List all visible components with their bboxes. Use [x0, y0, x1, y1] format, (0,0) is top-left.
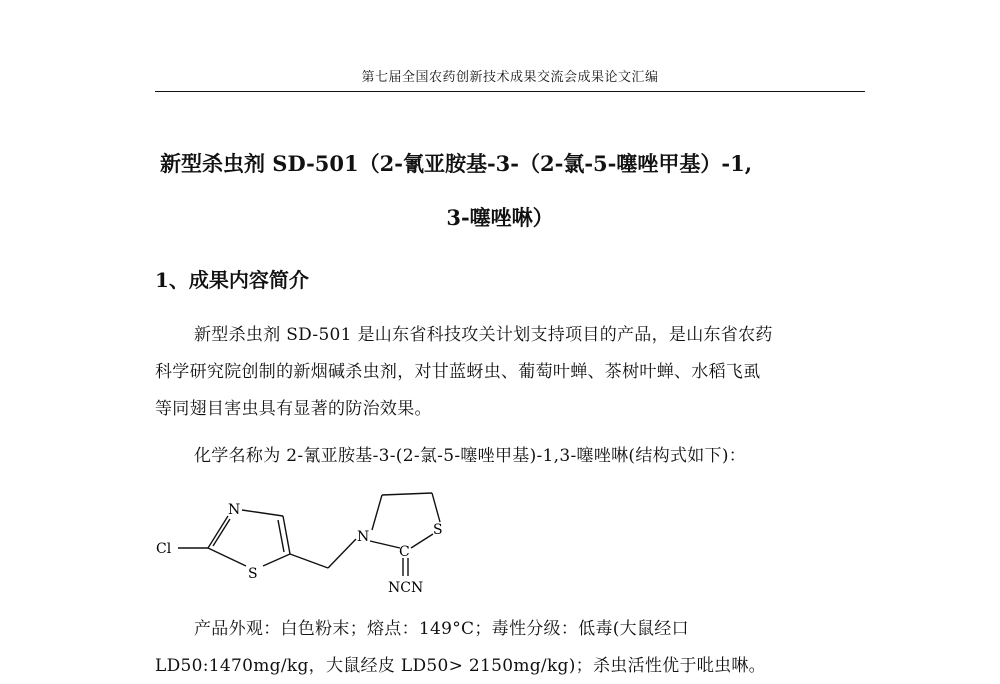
bond-c2-n3-double: [213, 519, 230, 546]
atom-cl: Cl: [156, 541, 172, 557]
bond-s-c2: [411, 534, 433, 548]
atom-c-ring2: C: [399, 544, 410, 560]
bond-ch2b-s: [432, 493, 440, 522]
header-rule: [155, 91, 865, 92]
bond-n-c2: [370, 541, 400, 548]
bond-ch2a-ch2b: [382, 493, 432, 495]
paragraph-1-line-3: 等同翅目害虫具有显著的防治效果。: [155, 399, 432, 419]
paragraph-3-line-1: 产品外观：白色粉末；熔点：149°C；毒性分级：低毒(大鼠经口: [194, 619, 689, 639]
bond-c4-c5-double: [278, 520, 284, 552]
paragraph-2: 化学名称为 2-氰亚胺基-3-(2-氯-5-噻唑甲基)-1,3-噻唑啉(结构式如下)：: [194, 446, 747, 466]
bond-c2-n3: [208, 516, 228, 548]
bond-s1-c2: [208, 548, 246, 566]
running-header: 第七届全国农药创新技术成果交流会成果论文汇编: [361, 70, 659, 85]
atom-n-ring1: N: [228, 502, 241, 518]
bond-n3-c4: [242, 510, 283, 516]
paragraph-1-line-1: 新型杀虫剂 SD-501 是山东省科技攻关计划支持项目的产品，是山东省农药: [194, 325, 773, 345]
bond-c4-c5: [283, 516, 290, 554]
section-heading: 1、成果内容简介: [155, 268, 309, 292]
bond-c5-ch2: [290, 554, 328, 568]
bond-n-ch2a: [372, 495, 382, 530]
paper-title-line-1: 新型杀虫剂 SD-501（2-氰亚胺基-3-（2-氯-5-噻唑甲基）-1,: [160, 151, 753, 176]
atom-s-ring2: S: [433, 522, 443, 538]
atom-n-ring2: N: [357, 529, 370, 545]
paper-title-line-2: 3-噻唑啉）: [446, 205, 554, 230]
bond-ch2-n: [328, 539, 356, 568]
atom-ncn: NCN: [388, 580, 424, 596]
paragraph-3-line-2: LD50:1470mg/kg，大鼠经皮 LD50> 2150mg/kg)；杀虫活性优于吡虫啉。: [155, 656, 766, 676]
atom-s-ring1: S: [248, 566, 258, 582]
bond-c5-s1: [263, 554, 290, 566]
chemical-structure-diagram: [150, 486, 460, 601]
paragraph-1-line-2: 科学研究院创制的新烟碱杀虫剂，对甘蓝蚜虫、葡萄叶蝉、茶树叶蝉、水稻飞虱: [155, 362, 761, 382]
